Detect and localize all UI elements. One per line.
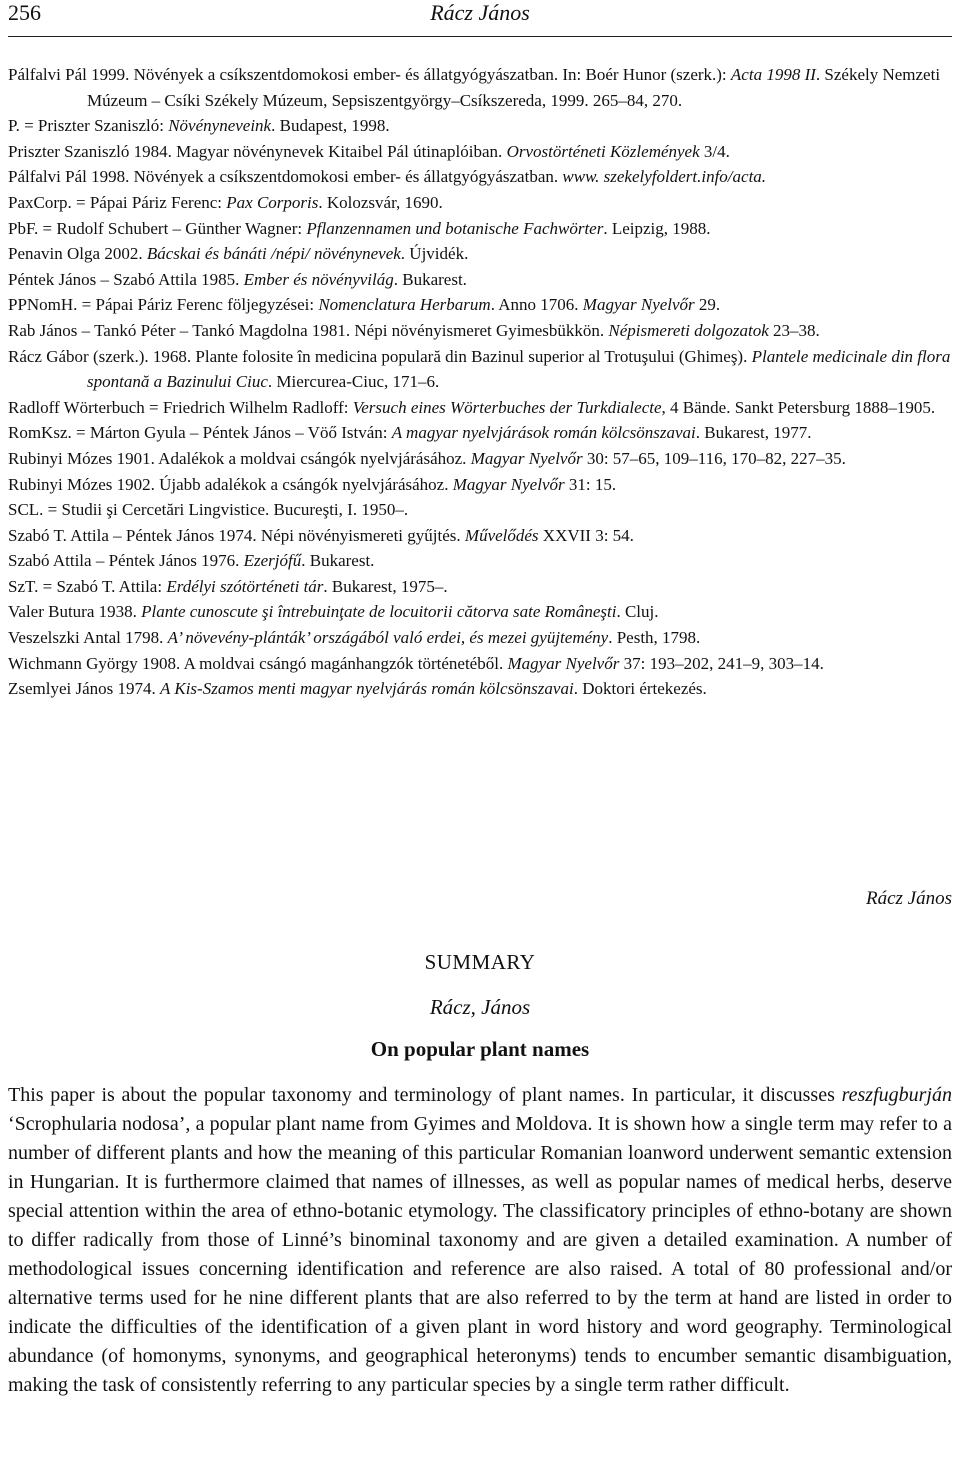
text-run: , 4 Bände. Sankt Petersburg 1888–1905. [661, 397, 936, 417]
text-run: 23–38. [768, 320, 820, 340]
reference-list [8, 62, 952, 702]
text-run: Veszelszki Antal 1798. [8, 628, 168, 648]
reference-entry [8, 599, 952, 625]
text-run: SCL. = Studii şi Cercetări Lingvistice. Bucureşti, I. 1950–. [8, 500, 409, 520]
text-run: Pálfalvi Pál 1998. Növények a csíkszentdomokosi ember- és állatgyógyászatban. [8, 167, 563, 187]
text-run: . Bukarest, 1975–. [323, 576, 448, 596]
text-run: SzT. = Szabó T. Attila: [8, 576, 167, 596]
text-run: . Bukarest. [393, 269, 467, 289]
reference-entry [8, 139, 952, 165]
reference-entry [8, 344, 952, 395]
text-run: Pax Corporis [226, 192, 319, 212]
summary-abstract [8, 1081, 952, 1400]
text-run: Acta 1998 II [730, 65, 816, 84]
page-header [8, 0, 952, 30]
reference-entry [8, 472, 952, 498]
text-run: Szabó T. Attila – Péntek János 1974. Népi növényismereti gyűjtés. [8, 525, 465, 545]
text-run: Rácz Gábor (szerk.). 1968. Plante folosite în medicina populară din Bazinul superior al Trotuşului (Ghimeş). [8, 346, 752, 366]
text-run: reszfugburján [841, 1084, 952, 1106]
text-run: PbF. = Rudolf Schubert – Günther Wagner: [8, 218, 307, 238]
header-rule [8, 36, 952, 37]
text-run: A Kis-Szamos menti magyar nyelvjárás román kölcsönszavai [160, 679, 574, 699]
text-run: www. szekelyfoldert.info/acta. [562, 167, 767, 187]
text-run: Rab János – Tankó Péter – Tankó Magdolna 1981. Népi növényismeret Gyimesbükkön. [8, 320, 609, 340]
text-run: 37: 193–202, 241–9, 303–14. [619, 653, 824, 673]
text-run: Rubinyi Mózes 1902. Újabb adalékok a csángók nyelvjárásához. [8, 474, 453, 494]
text-run: Versuch eines Wörterbuches der Turkdialecte [352, 397, 662, 417]
text-run: . Cluj. [616, 602, 659, 622]
text-run: . Miercurea-Ciuc, 171–6. [267, 372, 440, 392]
text-run: XXVII 3: 54. [538, 525, 634, 545]
reference-entry [8, 241, 952, 267]
text-run: Orvostörténeti Közlemények [506, 141, 700, 161]
text-run: . Pesth, 1798. [608, 628, 701, 648]
text-run: . Anno 1706. [490, 295, 583, 315]
text-run: Priszter Szaniszló 1984. Magyar növénynevek Kitaibel Pál útinaplóiban. [8, 141, 507, 161]
text-run: 30: 57–65, 109–116, 170–82, 227–35. [582, 448, 846, 468]
reference-entry [8, 292, 952, 318]
text-run: Plante cunoscute şi întrebuinţate de locuitorii cătorva sate Româneşti [141, 602, 617, 622]
text-run: Művelődés [464, 525, 539, 545]
text-run: Magyar Nyelvőr [452, 474, 565, 494]
reference-entry [8, 651, 952, 677]
text-run: Pflanzennamen und botanische Fachwörter [306, 218, 604, 238]
reference-entry [8, 62, 952, 113]
text-run: . Doktori értekezés. [573, 679, 707, 699]
text-run: . Kolozsvár, 1690. [318, 192, 443, 212]
text-run: Rubinyi Mózes 1901. Adalékok a moldvai csángók nyelvjárásához. [8, 448, 471, 468]
text-run: PPNomH. = Pápai Páriz Ferenc följegyzései: [8, 295, 319, 315]
running-head: Rácz János [430, 0, 530, 25]
text-run: Penavin Olga 2002. [8, 244, 147, 264]
text-run: Magyar Nyelvőr [470, 448, 583, 468]
summary-heading: SUMMARY [424, 950, 536, 974]
summary-title: On popular plant names [370, 1037, 590, 1061]
text-run: . Leipzig, 1988. [603, 218, 711, 238]
text-run: Wichmann György 1908. A moldvai csángó magánhangzók történetéből. [8, 653, 508, 673]
text-run: 31: 15. [564, 474, 617, 494]
text-run: Péntek János – Szabó Attila 1985. [8, 269, 244, 289]
text-run: Plantele medicinale din flora spontană a Bazinului Ciuc [87, 346, 951, 392]
text-run: Pálfalvi Pál 1999. Növények a csíkszentdomokosi ember- és állatgyógyászatban. In: Boér Hunor (szerk.): [8, 65, 731, 84]
reference-entry [8, 113, 952, 139]
reference-entry [8, 318, 952, 344]
text-run: Magyar Nyelvőr [507, 653, 620, 673]
text-run: . Bukarest, 1977. [695, 423, 812, 443]
reference-entry [8, 548, 952, 574]
text-run: Ember és növényvilág [243, 269, 394, 289]
text-run: 3/4. [699, 141, 730, 161]
text-run: Zsemlyei János 1974. [8, 679, 161, 699]
summary-author: Rácz, János [429, 995, 531, 1019]
text-run: 29. [694, 295, 721, 315]
text-run: Valer Butura 1938. [8, 602, 142, 622]
reference-entry [8, 420, 952, 446]
reference-entry [8, 574, 952, 600]
text-run: Nomenclatura Herbarum [318, 295, 491, 315]
text-run: . Bukarest. [301, 551, 375, 571]
text-run: Bácskai és bánáti /népi/ növénynevek [146, 244, 401, 264]
reference-entry [8, 395, 952, 421]
text-run: Magyar Nyelvőr [582, 295, 695, 315]
reference-entry [8, 164, 952, 190]
page-number: 256 [8, 0, 41, 25]
text-run: A’ növevény-plánták’ országából való erdei, és mezei gyüjtemény [167, 628, 609, 648]
text-run: . Budapest, 1998. [271, 116, 390, 136]
reference-entry [8, 446, 952, 472]
text-run: P. = Priszter Szaniszló: [8, 116, 169, 136]
text-run: This paper is about the popular taxonomy and terminology of plant names. In particular, it discusses [8, 1084, 842, 1106]
text-run: Erdélyi szótörténeti tár [166, 576, 324, 596]
text-run: PaxCorp. = Pápai Páriz Ferenc: [8, 192, 227, 212]
text-run: . Székely Nemzeti Múzeum – Csíki Székely Múzeum, Sepsiszentgyörgy–Csíkszereda, 1999. 265–84, 270. [87, 65, 941, 110]
text-run: Szabó Attila – Péntek János 1976. [8, 551, 244, 571]
text-run: . Újvidék. [400, 244, 469, 264]
text-run: A magyar nyelvjárások román kölcsönszavai [391, 423, 696, 443]
text-run: RomKsz. = Márton Gyula – Péntek János – Vöő István: [8, 423, 392, 443]
text-run: Népismereti dolgozatok [608, 320, 769, 340]
text-run: Radloff Wörterbuch = Friedrich Wilhelm Radloff: [8, 397, 353, 417]
article-author: Rácz János [865, 888, 952, 909]
text-run: ‘Scrophularia nodosa’, a popular plant name from Gyimes and Moldova. It is shown how a single term may refer to a number of different plants and how the meaning of this particular Romanian loanword underwent semantic extension in Hungarian. It is furthermore claimed that names of illnesses, as well as popular names of medical herbs, deserve special attention within the area of ethno-botanic etymology. The classificatory principles of ethno-botany are shown to differ radically from those of Linné’s binominal taxonomy and are given a detailed examination. A number of methodological issues concerning identification and reference are also raised. A total of 80 professional and/or alternative terms used for he nine different plants that are also referred to by the term at hand are listed in order to indicate the difficulties of the identification of a given plant in word history and word geography. Terminological abundance (of homonyms, synonyms, and geographical heteronyms) tends to encumber semantic disambiguation, making the task of consistently referring to any particular species by a single term rather difficult. [8, 1113, 952, 1396]
reference-entry [8, 523, 952, 549]
reference-entry [8, 267, 952, 293]
reference-entry [8, 497, 952, 523]
reference-entry [8, 625, 952, 651]
text-run: Ezerjófű [243, 551, 302, 571]
reference-entry [8, 190, 952, 216]
text-run: Növényneveink [168, 116, 272, 136]
reference-entry [8, 676, 952, 702]
reference-entry [8, 216, 952, 242]
